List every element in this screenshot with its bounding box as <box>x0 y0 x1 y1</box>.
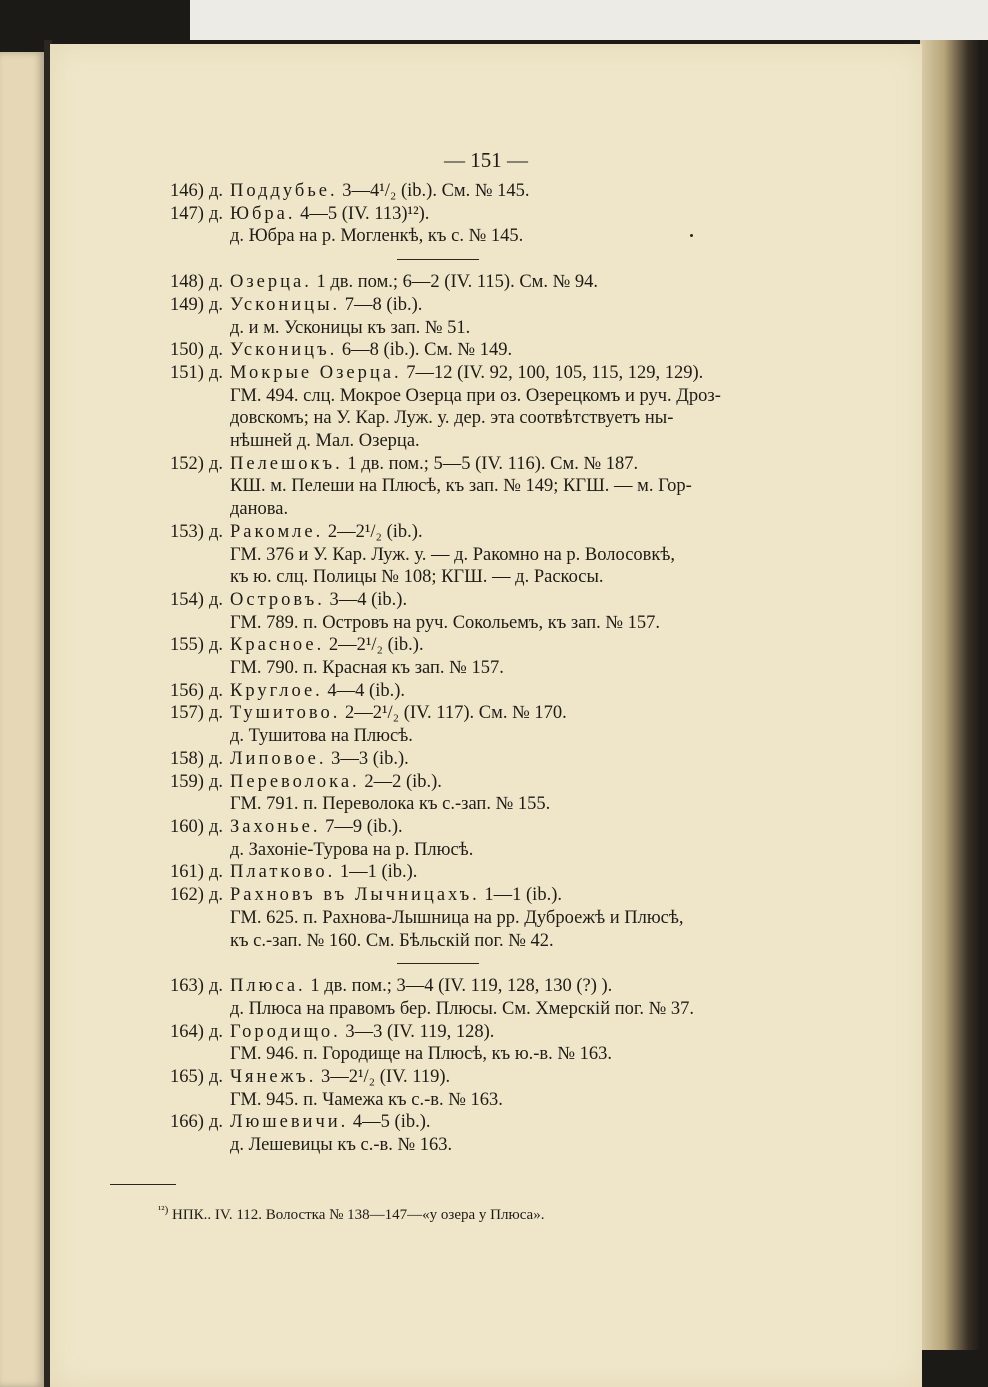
entry-number: 154) <box>170 589 204 610</box>
entry-line-note <box>230 407 795 430</box>
entry-number-col <box>155 203 223 226</box>
entry-number-col <box>155 339 223 362</box>
place-name: Переволока. <box>230 771 360 792</box>
entry-number-col <box>155 634 223 657</box>
entry-line-main <box>230 453 795 476</box>
entry-line-main <box>230 748 795 771</box>
entry-number: 157) <box>170 703 204 724</box>
entry-number-col <box>155 521 223 544</box>
entry-text: ГМ. 625. п. Рахнова-Лышница на рр. Дуброежѣ и Плюсѣ, <box>230 907 684 928</box>
entry-text: ГМ. 494. слц. Мокрое Озерца при оз. Озерецкомъ и руч. Дроз- <box>230 385 721 406</box>
entry-text: 6—8 (ib.). См. № 149. <box>341 340 513 361</box>
footnote-text: НПК.. IV. 112. Волостка № 138—147—«у озера у Плюса». <box>172 1207 545 1223</box>
entry-number: 164) <box>170 1021 204 1042</box>
entry-type: д. <box>208 862 223 883</box>
entry-line-note <box>230 612 795 635</box>
entry-line-note <box>230 998 795 1021</box>
place-name: Островъ. <box>230 589 325 610</box>
entry-text: 2—2¹/₂ (ib.). <box>327 521 423 542</box>
entry-line-main <box>230 816 795 839</box>
entry-text: 4—5 (ib.). <box>352 1112 431 1133</box>
entry-text: 2—2¹/₂ (IV. 117). См. № 170. <box>344 703 567 724</box>
entry-line-note <box>230 385 795 408</box>
entry <box>155 362 795 453</box>
entry-number: 166) <box>170 1112 204 1133</box>
entry-line-main <box>230 362 795 385</box>
entry-type: д. <box>208 589 223 610</box>
entry-text: 7—9 (ib.). <box>325 816 403 837</box>
entry-number-col <box>155 362 223 385</box>
entry <box>155 1066 795 1111</box>
entry-line-note <box>230 544 795 567</box>
entry-number: 158) <box>170 748 204 769</box>
entry-number: 151) <box>170 362 204 383</box>
entry-text: 2—2 (ib.). <box>364 771 442 792</box>
entry <box>155 702 795 747</box>
entry-line-main <box>230 771 795 794</box>
entry-line-main <box>230 861 795 884</box>
entry-number-col <box>155 975 223 998</box>
entry-number: 148) <box>170 272 204 293</box>
place-name: Люшевичи. <box>230 1112 349 1133</box>
entry-number: 161) <box>170 862 204 883</box>
entry-text: д. Плюса на правомъ бер. Плюсы. См. Хмерскій пог. № 37. <box>230 998 695 1019</box>
place-name: Пелешокъ. <box>230 453 343 474</box>
entry-type: д. <box>208 181 223 201</box>
entry-text: 1—1 (ib.). <box>484 885 562 906</box>
entry-line-main <box>230 521 795 544</box>
entry-number: 162) <box>170 885 204 906</box>
entry-text: ГМ. 789. п. Островъ на руч. Сокольемъ, къ зап. № 157. <box>230 612 660 633</box>
entry-text: 1 дв. пом.; 6—2 (IV. 115). См. № 94. <box>316 272 599 293</box>
entry-number-col <box>155 861 223 884</box>
entry-line-main <box>230 884 795 907</box>
entry-number-col <box>155 771 223 794</box>
entry-line-note <box>230 317 795 340</box>
entry-type: д. <box>208 976 223 997</box>
entry-number-col <box>155 453 223 476</box>
entry-line-note <box>230 1134 795 1157</box>
entry-type: д. <box>208 203 223 224</box>
entry-number: 146) <box>170 181 204 201</box>
place-name: Липовое. <box>230 748 327 769</box>
entry <box>155 521 795 589</box>
entry-line-main <box>230 294 795 317</box>
entry-text: данова. <box>230 499 289 520</box>
place-name: Круглое. <box>230 680 323 701</box>
entry-type: д. <box>208 703 223 724</box>
entry-line-main <box>230 203 795 226</box>
place-name: Красное. <box>230 635 325 656</box>
entry-line-note <box>230 839 795 862</box>
place-name: Платково. <box>230 862 336 883</box>
place-name: Рахновъ въ Лычницахъ. <box>230 885 480 906</box>
place-name: Юбра. <box>230 203 296 224</box>
place-name: Чянежъ. <box>230 1067 317 1088</box>
place-name: Поддубье. <box>230 181 338 201</box>
entry-number: 163) <box>170 976 204 997</box>
place-name: Захонье. <box>230 816 321 837</box>
entry-text: 4—5 (IV. 113)¹²). <box>300 203 430 224</box>
section-separator <box>397 259 479 260</box>
entry-number-col <box>155 748 223 771</box>
entry-number: 165) <box>170 1067 204 1088</box>
section-separator <box>397 963 479 964</box>
entry-text: къ с.-зап. № 160. См. Бѣльскій пог. № 42. <box>230 930 554 951</box>
entry-text: 1 дв. пом.; 5—5 (IV. 116). См. № 187. <box>347 453 639 474</box>
entry-type: д. <box>208 635 223 656</box>
ink-speck <box>690 234 693 237</box>
entry-text: 3—4¹/₂ (ib.). См. № 145. <box>342 181 530 201</box>
entry <box>155 680 795 703</box>
place-name: Ракомле. <box>230 521 324 542</box>
entry <box>155 1021 795 1066</box>
entry-line-note <box>230 657 795 680</box>
entry-line-note <box>230 1043 795 1066</box>
entry-text: д. Юбра на р. Могленкѣ, къ с. № 145. <box>230 226 524 247</box>
entry-line-main <box>230 680 795 703</box>
entry-number: 149) <box>170 294 204 315</box>
entry-line-main <box>230 1111 795 1134</box>
entry-line-main <box>230 339 795 362</box>
place-name: Городищо. <box>230 1021 341 1042</box>
footnote-mark: ¹²) <box>158 1204 169 1216</box>
entry-type: д. <box>208 521 223 542</box>
entry-text: 3—3 (ib.). <box>331 748 409 769</box>
entry-list <box>155 180 795 1157</box>
entry-text: ГМ. 791. п. Переволока къ с.-зап. № 155. <box>230 794 551 815</box>
entry-number-col <box>155 180 223 203</box>
entry-line-main <box>230 702 795 725</box>
entry-number: 153) <box>170 521 204 542</box>
entry-line-main <box>230 589 795 612</box>
entry-number: 156) <box>170 680 204 701</box>
entry-type: д. <box>208 1021 223 1042</box>
entry-line-note <box>230 475 795 498</box>
entry-text: 3—3 (IV. 119, 128). <box>345 1021 495 1042</box>
book-page <box>50 44 922 1387</box>
entry-type: д. <box>208 1112 223 1133</box>
footnote <box>158 1204 544 1224</box>
entry-number-col <box>155 816 223 839</box>
entry-text: д. Захоніе-Турова на р. Плюсѣ. <box>230 839 474 860</box>
entry <box>155 294 795 339</box>
entry-line-note <box>230 1089 795 1112</box>
entry-line-note <box>230 430 795 453</box>
entry <box>155 180 795 203</box>
place-name: Усконицъ. <box>230 340 338 361</box>
entry-number: 147) <box>170 203 204 224</box>
entry <box>155 271 795 294</box>
entry <box>155 203 795 248</box>
entry-number-col <box>155 294 223 317</box>
entry-type: д. <box>208 272 223 293</box>
entry-type: д. <box>208 340 223 361</box>
entry-line-note <box>230 793 795 816</box>
entry <box>155 975 795 1020</box>
entry-line-note <box>230 225 795 248</box>
entry-text: ГМ. 790. п. Красная къ зап. № 157. <box>230 658 504 679</box>
entry-line-note <box>230 566 795 589</box>
entry-line-note <box>230 930 795 953</box>
entry-line-main <box>230 271 795 294</box>
entry-text: 3—2¹/₂ (IV. 119). <box>321 1067 451 1088</box>
entry-text: д. Тушитова на Плюсѣ. <box>230 726 413 747</box>
place-name: Мокрые Озерца. <box>230 362 402 383</box>
entry-number: 160) <box>170 816 204 837</box>
place-name: Плюса. <box>230 976 306 997</box>
entry-number: 159) <box>170 771 204 792</box>
footnote-rule <box>110 1184 176 1185</box>
entry-text: д. Лешевицы къ с.-в. № 163. <box>230 1135 453 1156</box>
entry-type: д. <box>208 1067 223 1088</box>
entry-text: 2—2¹/₂ (ib.). <box>328 635 424 656</box>
entry-type: д. <box>208 453 223 474</box>
entry <box>155 771 795 816</box>
entry-text: 1 дв. пом.; 3—4 (IV. 119, 128, 130 (?) ). <box>310 976 613 997</box>
entry <box>155 453 795 521</box>
entry-number: 155) <box>170 635 204 656</box>
entry <box>155 1111 795 1156</box>
entry-text: д. и м. Усконицы къ зап. № 51. <box>230 317 471 338</box>
entry-type: д. <box>208 680 223 701</box>
entry-number-col <box>155 271 223 294</box>
entry-type: д. <box>208 816 223 837</box>
entry-text: 7—12 (IV. 92, 100, 105, 115, 129, 129). <box>406 362 704 383</box>
entry-text: нѣшней д. Мал. Озерца. <box>230 431 420 452</box>
entry <box>155 816 795 861</box>
entry-number-col <box>155 884 223 907</box>
entry-text: ГМ. 376 и У. Кар. Луж. у. — д. Ракомно на р. Волосовкѣ, <box>230 544 676 565</box>
entry-text: 3—4 (ib.). <box>329 589 408 610</box>
entry-type: д. <box>208 771 223 792</box>
entry <box>155 634 795 679</box>
entry-number-col <box>155 702 223 725</box>
entry <box>155 339 795 362</box>
entry-number-col <box>155 1111 223 1134</box>
place-name: Тушитово. <box>230 703 341 724</box>
entry-line-note <box>230 725 795 748</box>
entry-type: д. <box>208 362 223 383</box>
entry-line-main <box>230 180 795 203</box>
place-name: Озерца. <box>230 272 312 293</box>
entry-text: довскомъ; на У. Кар. Луж. у. дер. эта соотвѣтствуетъ ны- <box>230 408 674 429</box>
place-name: Усконицы. <box>230 294 341 315</box>
entry-type: д. <box>208 748 223 769</box>
entry <box>155 589 795 634</box>
entry-line-main <box>230 634 795 657</box>
entry-type: д. <box>208 294 223 315</box>
entry-line-note <box>230 907 795 930</box>
entry-line-note <box>230 498 795 521</box>
entry-text: ГМ. 945. п. Чамежа къ с.-в. № 163. <box>230 1089 503 1110</box>
entry-number-col <box>155 589 223 612</box>
entry-number-col <box>155 1066 223 1089</box>
entry-line-main <box>230 1066 795 1089</box>
entry-text: къ ю. слц. Полицы № 108; КГШ. — д. Раскосы. <box>230 567 604 588</box>
scan-background <box>190 0 988 40</box>
page-edge <box>920 40 980 1350</box>
entry <box>155 861 795 884</box>
page-number: — 151 — <box>444 148 528 172</box>
entry-number: 150) <box>170 340 204 361</box>
entry-type: д. <box>208 885 223 906</box>
entry-text: 7—8 (ib.). <box>344 294 423 315</box>
entry-line-main <box>230 1021 795 1044</box>
facing-page <box>0 52 44 1387</box>
entry-number-col <box>155 1021 223 1044</box>
entry-number: 152) <box>170 453 204 474</box>
entry-text: КШ. м. Пелеши на Плюсѣ, къ зап. № 149; КГШ. — м. Гор- <box>230 476 692 497</box>
entry <box>155 884 795 952</box>
entry-line-main <box>230 975 795 998</box>
entry-text: 1—1 (ib.). <box>339 862 418 883</box>
entry <box>155 748 795 771</box>
entry-text: 4—4 (ib.). <box>327 680 406 701</box>
entry-text: ГМ. 946. п. Городище на Плюсѣ, къ ю.-в. № 163. <box>230 1044 613 1065</box>
entry-number-col <box>155 680 223 703</box>
